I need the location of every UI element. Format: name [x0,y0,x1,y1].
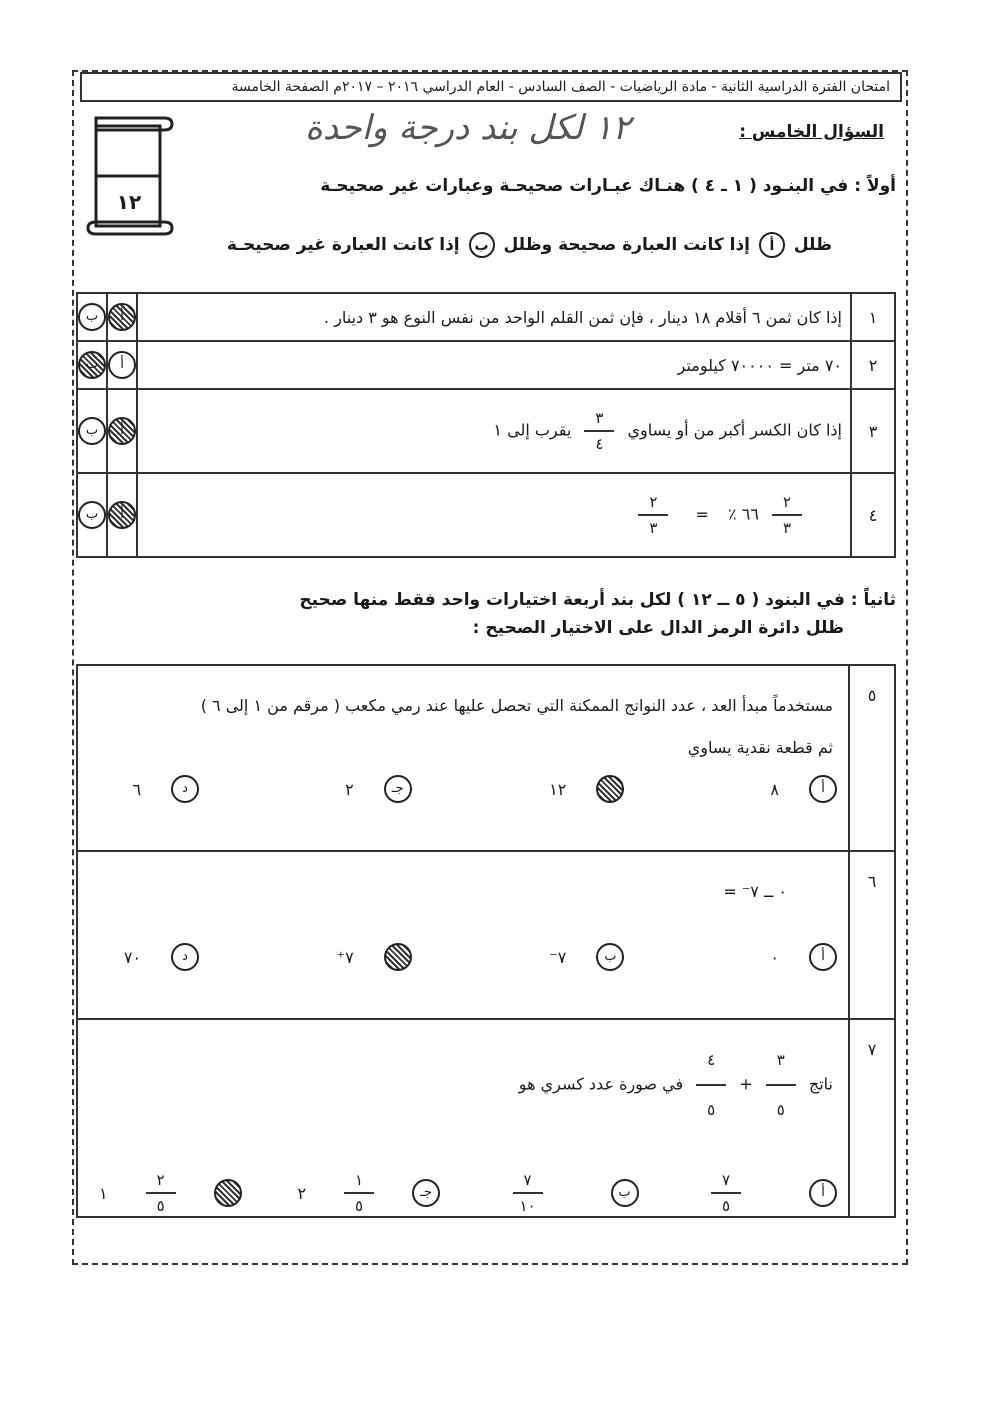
fraction: $\frac{٢}{٣}$ [638,493,668,537]
option-a[interactable]: أ [809,1179,837,1207]
question-title: السؤال الخامس : [739,122,884,142]
option-b[interactable]: ب [78,417,106,445]
option-d[interactable] [214,1179,242,1207]
statement: إذا كان ثمن ٦ أقلام ١٨ دينار ، فإن ثمن القلم الواحد من نفس النوع هو ٣ دينار . [137,293,851,341]
option-a[interactable]: أ [108,351,136,379]
symbol-a: أ [759,232,785,258]
option-a[interactable]: أ [108,417,136,445]
question-stem: ناتج $\frac{٣}{٥}$ + $\frac{٤}{٥}$ في صورة عدد كسري هو [518,1051,833,1119]
option-a[interactable]: أ [108,501,136,529]
table-row: ٧ ناتج $\frac{٣}{٥}$ + $\frac{٤}{٥}$ في صورة عدد كسري هو أ $\frac{٧}{٥}$ ب $\frac{٧}{١٠}$ جـ $\frac{١}{٥}$ ٢ $\frac{٢}{٥}$ ١ [77,1019,895,1217]
table-row: ٥ مستخدماً مبدأ العد ، عدد النواتج الممكنة التي تحصل عليها عند رمي مكعب ( مرقم من ١ إلى ٦ ) ثم قطعة نقدية يساوي أ ٨ ١٢ جـ ٢ د ٦ [77,665,895,851]
score-value: ١٢ [116,190,142,214]
statement: إذا كان الكسر أكبر من أو يساوي $\frac{٣}{٤}$ يقرب إلى ١ [137,389,851,473]
score-scroll-icon [84,112,174,240]
option-a[interactable]: أ [809,943,837,971]
part2-intro: ثانياً : في البنود ( ٥ ــ ١٢ ) لكل بند أربعة اختيارات واحد فقط منها صحيح [299,590,896,610]
option-b[interactable]: ب [78,303,106,331]
fraction: $\frac{٢}{٣}$ [772,493,802,537]
statement: ٧٠ متر = ٧٠٠٠٠ كيلومتر [137,341,851,389]
symbol-b: ب [469,232,495,258]
option-b[interactable]: ب [611,1179,639,1207]
statement: $\frac{٢}{٣}$ ٦٦ ٪ = $\frac{٢}{٣}$ [137,473,851,557]
exam-header: امتحان الفترة الدراسية الثانية - مادة الرياضيات - الصف السادس - العام الدراسي ٢٠١٦ – ٢٠١٧م الصفحة الخامسة [80,72,902,102]
option-d[interactable]: د [171,943,199,971]
part1-instruction: ظلل أ إذا كانت العبارة صحيحة وظلل ب إذا كانت العبارة غير صحيحـة [227,232,832,258]
question-stem: مستخدماً مبدأ العد ، عدد النواتج الممكنة التي تحصل عليها عند رمي مكعب ( مرقم من ١ إلى ٦ ) ثم قطعة نقدية يساوي [200,696,833,757]
option-a[interactable]: أ [108,303,136,331]
option-a[interactable]: أ [809,775,837,803]
option-c[interactable]: جـ [412,1179,440,1207]
table-row: ٦ ٠ ــ ٧⁻ = أ ٠ ب ٧⁻ ٧⁺ د ٧٠ [77,851,895,1019]
table-row: ٤ $\frac{٢}{٣}$ ٦٦ ٪ = $\frac{٢}{٣}$ أ ب [77,473,895,557]
table-row: ٢ ٧٠ متر = ٧٠٠٠٠ كيلومتر أ ب [77,341,895,389]
table-row: ٣ إذا كان الكسر أكبر من أو يساوي $\frac{٣}{٤}$ يقرب إلى ١ أ ب [77,389,895,473]
table-row: ١ إذا كان ثمن ٦ أقلام ١٨ دينار ، فإن ثمن القلم الواحد من نفس النوع هو ٣ دينار . أ ب [77,293,895,341]
handwritten-note: ١٢ لكل بند درجة واحدة [305,108,631,148]
option-d[interactable]: د [171,775,199,803]
option-b[interactable] [596,775,624,803]
option-c[interactable]: جـ [384,775,412,803]
option-b[interactable]: ب [78,501,106,529]
multiple-choice-table [76,664,896,1218]
option-b[interactable]: ب [78,351,106,379]
part1-intro: أولاً : في البنـود ( ١ ـ ٤ ) هنـاك عبـارات صحيحـة وعبارات غير صحيحـة [320,176,896,196]
part2-instruction: ظلل دائرة الرمز الدال على الاختيار الصحيح : [472,618,844,638]
fraction: $\frac{٣}{٤}$ [584,409,614,453]
option-c[interactable] [384,943,412,971]
true-false-table [76,292,896,558]
option-b[interactable]: ب [596,943,624,971]
question-stem: ٠ ــ ٧⁻ = [723,882,787,901]
